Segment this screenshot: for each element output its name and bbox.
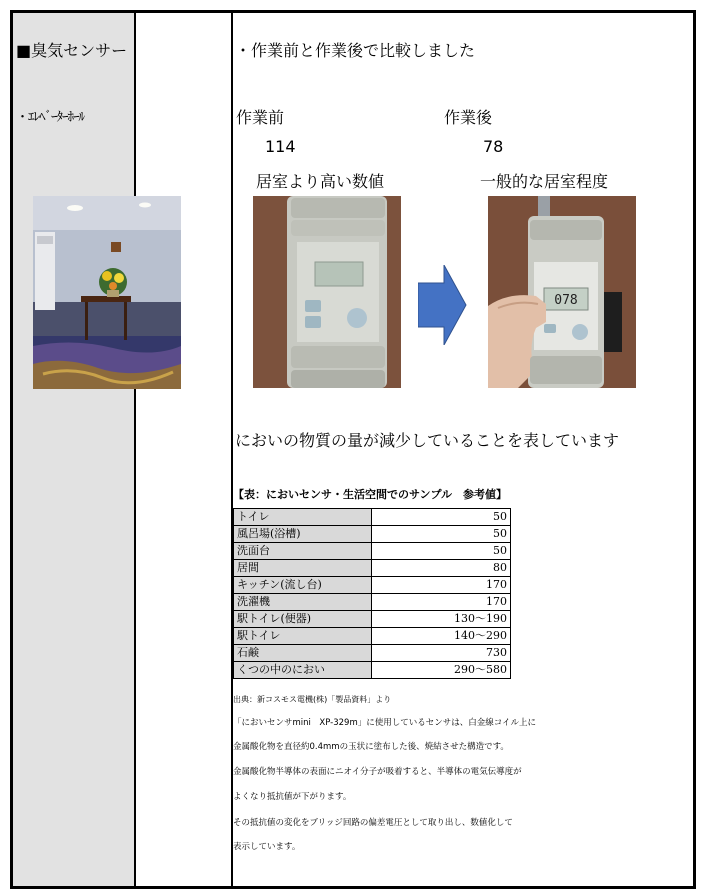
- row-place: くつの中のにおい: [234, 662, 372, 679]
- reference-table-title: 【表：においセンサ・生活空間でのサンプル 参考値】: [233, 488, 508, 501]
- row-value: 170: [372, 577, 511, 594]
- column-divider-1: [134, 13, 136, 886]
- after-note: 一般的な居室程度: [480, 172, 609, 191]
- table-row: [234, 577, 511, 594]
- row-value: 730: [372, 645, 511, 662]
- explanation-line: 金属酸化物を直径約0.4mmの玉状に塗布した後、焼結させた構造です。: [233, 742, 509, 752]
- after-sensor-photo: [488, 196, 636, 388]
- row-place: 駅トイレ(便器): [234, 611, 372, 628]
- after-label: 作業後: [444, 108, 493, 127]
- elevator-hall-photo: [33, 196, 181, 389]
- result-statement: においの物質の量が減少していることを表しています: [235, 431, 620, 450]
- row-place: キッチン(流し台): [234, 577, 372, 594]
- table-source: 出典：新コスモス電機(株)「製品資料」より: [233, 695, 392, 704]
- table-row: [234, 628, 511, 645]
- explanation-line: 「においセンサmini XP-329m」に使用しているセンサは、白金線コイル上に: [233, 718, 536, 728]
- before-note: 居室より高い数値: [256, 172, 385, 191]
- table-row: [234, 526, 511, 543]
- table-row: [234, 594, 511, 611]
- after-value: 78: [483, 137, 504, 156]
- row-value: 50: [372, 526, 511, 543]
- table-row: [234, 662, 511, 679]
- row-place: 石鹸: [234, 645, 372, 662]
- reference-table: [233, 508, 511, 679]
- row-value: 140～290: [372, 628, 511, 645]
- row-value: 50: [372, 509, 511, 526]
- row-value: 130～190: [372, 611, 511, 628]
- before-label: 作業前: [236, 108, 285, 127]
- before-sensor-photo: [253, 196, 401, 388]
- row-value: 290～580: [372, 662, 511, 679]
- row-place: 風呂場(浴槽): [234, 526, 372, 543]
- table-row: [234, 560, 511, 577]
- before-value: 114: [265, 137, 296, 156]
- row-place: 洗面台: [234, 543, 372, 560]
- table-row: [234, 509, 511, 526]
- comparison-heading: ・作業前と作業後で比較しました: [235, 41, 476, 60]
- location-label: ・ｴﾚﾍﾞｰﾀｰﾎｰﾙ: [16, 110, 85, 125]
- explanation-line: その抵抗値の変化をブリッジ回路の偏差電圧として取り出し、数値化して: [233, 818, 513, 828]
- after-display-readout: 078: [554, 293, 578, 308]
- row-place: 居間: [234, 560, 372, 577]
- explanation-line: 表示しています。: [233, 842, 301, 852]
- row-place: トイレ: [234, 509, 372, 526]
- arrow-right-icon: [418, 265, 468, 345]
- row-value: 170: [372, 594, 511, 611]
- row-place: 洗濯機: [234, 594, 372, 611]
- table-row: [234, 611, 511, 628]
- sensor-title: ■臭気センサー: [16, 41, 128, 60]
- table-row: [234, 543, 511, 560]
- explanation-line: よくなり抵抗値が下がります。: [233, 792, 352, 802]
- row-value: 80: [372, 560, 511, 577]
- table-row: [234, 645, 511, 662]
- explanation-line: 金属酸化物半導体の表面にニオイ分子が吸着すると、半導体の電気伝導度が: [233, 767, 522, 777]
- row-value: 50: [372, 543, 511, 560]
- column-divider-2: [231, 13, 233, 886]
- row-place: 駅トイレ: [234, 628, 372, 645]
